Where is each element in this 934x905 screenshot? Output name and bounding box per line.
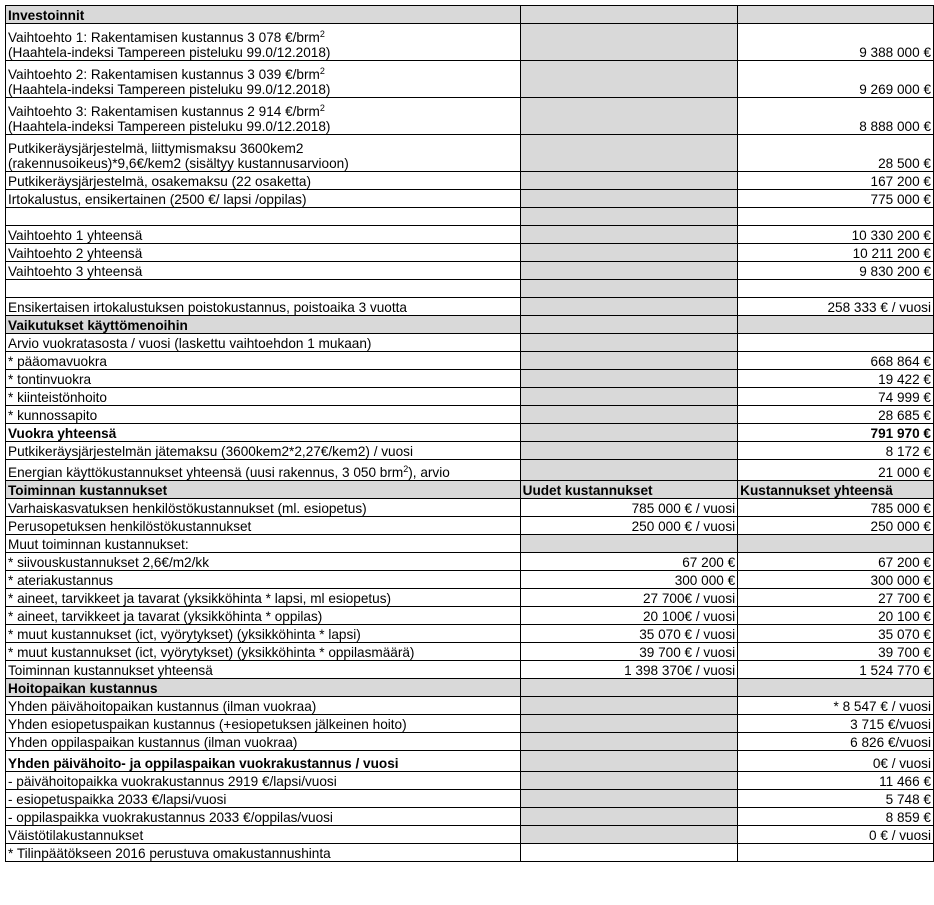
total-costs-cell: 9 269 000 € (738, 61, 934, 98)
table-row (6, 808, 934, 826)
table-row (6, 697, 934, 715)
description-cell: * kiinteistönhoito (6, 388, 521, 406)
superscript: 2 (319, 66, 325, 76)
table-row (6, 571, 934, 589)
total-costs-cell: 775 000 € (738, 190, 934, 208)
table-row (6, 316, 934, 334)
new-costs-cell (520, 352, 738, 370)
total-costs-cell: 10 330 200 € (738, 226, 934, 244)
new-costs-cell: Uudet kustannukset (520, 481, 738, 499)
description-text: Putkikeräysjärjestelmä, liittymismaksu 3600kem2 (8, 141, 304, 156)
description-text: Vaihtoehto 1: Rakentamisen kustannus 3 078 €/brm (8, 30, 320, 45)
table-row (6, 442, 934, 460)
table-row (6, 244, 934, 262)
description-cell: * pääomavuokra (6, 352, 521, 370)
table-row (6, 679, 934, 697)
description-line (8, 30, 518, 45)
table-row (6, 733, 934, 751)
new-costs-cell: 20 100€ / vuosi (520, 607, 738, 625)
table-row (6, 98, 934, 135)
new-costs-cell: 250 000 € / vuosi (520, 517, 738, 535)
total-costs-cell: 10 211 200 € (738, 244, 934, 262)
table-row (6, 334, 934, 352)
total-costs-cell: 791 970 € (738, 424, 934, 442)
description-text: Vaihtoehto 2: Rakentamisen kustannus 3 039 €/brm (8, 67, 320, 82)
total-costs-cell (738, 535, 934, 553)
description-cell (6, 460, 521, 481)
description-line: (rakennusoikeus)*9,6€/kem2 (sisältyy kustannusarvioon) (8, 156, 349, 171)
total-costs-cell (738, 280, 934, 298)
new-costs-cell (520, 772, 738, 790)
description-cell: Investoinnit (6, 6, 521, 24)
new-costs-cell: 39 700 € / vuosi (520, 643, 738, 661)
new-costs-cell (520, 135, 738, 172)
new-costs-cell (520, 808, 738, 826)
description-cell: Arvio vuokratasosta / vuosi (laskettu vaihtoehdon 1 mukaan) (6, 334, 521, 352)
new-costs-cell (520, 24, 738, 61)
total-costs-cell (738, 316, 934, 334)
total-costs-cell: 35 070 € (738, 625, 934, 643)
table-row (6, 844, 934, 862)
table-row (6, 499, 934, 517)
new-costs-cell (520, 826, 738, 844)
description-cell: Yhden päivähoitopaikan kustannus (ilman vuokraa) (6, 697, 521, 715)
table-row (6, 826, 934, 844)
description-cell: Väistötilakustannukset (6, 826, 521, 844)
description-cell: Vaihtoehto 1 yhteensä (6, 226, 521, 244)
description-text: ), arvio (408, 465, 450, 480)
total-costs-cell: 8 888 000 € (738, 98, 934, 135)
table-row (6, 424, 934, 442)
description-line: (Haahtela-indeksi Tampereen pisteluku 99.0/12.2018) (8, 45, 331, 60)
table-row (6, 751, 934, 772)
description-cell: * aineet, tarvikkeet ja tavarat (yksikköhinta * lapsi, ml esiopetus) (6, 589, 521, 607)
description-cell: * siivouskustannukset 2,6€/m2/kk (6, 553, 521, 571)
description-cell: Putkikeräysjärjestelmän jätemaksu (3600kem2*2,27€/kem2) / vuosi (6, 442, 521, 460)
table-row (6, 715, 934, 733)
total-costs-cell: 6 826 €/vuosi (738, 733, 934, 751)
table-row (6, 190, 934, 208)
table-row (6, 370, 934, 388)
table-row (6, 589, 934, 607)
description-cell: Putkikeräysjärjestelmä, osakemaksu (22 osaketta) (6, 172, 521, 190)
total-costs-cell: 258 333 € / vuosi (738, 298, 934, 316)
description-cell: Irtokalustus, ensikertainen (2500 €/ lapsi /oppilas) (6, 190, 521, 208)
table-row (6, 790, 934, 808)
new-costs-cell (520, 280, 738, 298)
description-cell (6, 24, 521, 61)
total-costs-cell: 39 700 € (738, 643, 934, 661)
new-costs-cell (520, 844, 738, 862)
table-row (6, 352, 934, 370)
total-costs-cell: 21 000 € (738, 460, 934, 481)
description-cell: Hoitopaikan kustannus (6, 679, 521, 697)
new-costs-cell (520, 172, 738, 190)
new-costs-cell (520, 679, 738, 697)
new-costs-cell (520, 790, 738, 808)
new-costs-cell (520, 244, 738, 262)
description-cell: * aineet, tarvikkeet ja tavarat (yksikköhinta * oppilas) (6, 607, 521, 625)
table-row (6, 24, 934, 61)
description-cell (6, 61, 521, 98)
total-costs-cell: * 8 547 € / vuosi (738, 697, 934, 715)
table-row (6, 481, 934, 499)
total-costs-cell: 0 € / vuosi (738, 826, 934, 844)
table-row (6, 6, 934, 24)
new-costs-cell (520, 298, 738, 316)
table-row (6, 517, 934, 535)
table-row (6, 553, 934, 571)
cost-table (5, 5, 934, 862)
total-costs-cell (738, 844, 934, 862)
total-costs-cell: 668 864 € (738, 352, 934, 370)
total-costs-cell: 785 000 € (738, 499, 934, 517)
description-cell: Toiminnan kustannukset (6, 481, 521, 499)
new-costs-cell (520, 715, 738, 733)
new-costs-cell: 785 000 € / vuosi (520, 499, 738, 517)
description-cell: * tontinvuokra (6, 370, 521, 388)
description-cell: Vaihtoehto 2 yhteensä (6, 244, 521, 262)
table-row (6, 262, 934, 280)
description-cell: - oppilaspaikka vuokrakustannus 2033 €/oppilas/vuosi (6, 808, 521, 826)
description-cell: * muut kustannukset (ict, vyörytykset) (yksikköhinta * oppilasmäärä) (6, 643, 521, 661)
description-text: Vaihtoehto 3: Rakentamisen kustannus 2 914 €/brm (8, 104, 320, 119)
description-cell: Vaihtoehto 3 yhteensä (6, 262, 521, 280)
superscript: 2 (403, 464, 409, 474)
new-costs-cell (520, 442, 738, 460)
table-row (6, 61, 934, 98)
total-costs-cell (738, 679, 934, 697)
new-costs-cell (520, 460, 738, 481)
table-row (6, 298, 934, 316)
table-row (6, 535, 934, 553)
total-costs-cell: 9 830 200 € (738, 262, 934, 280)
superscript: 2 (319, 103, 325, 113)
total-costs-cell: 20 100 € (738, 607, 934, 625)
total-costs-cell: 0€ / vuosi (738, 751, 934, 772)
total-costs-cell: 8 172 € (738, 442, 934, 460)
description-line (8, 104, 518, 119)
total-costs-cell: 28 500 € (738, 135, 934, 172)
description-cell: Perusopetuksen henkilöstökustannukset (6, 517, 521, 535)
total-costs-cell: 28 685 € (738, 406, 934, 424)
new-costs-cell (520, 370, 738, 388)
description-cell: Yhden päivähoito- ja oppilaspaikan vuokrakustannus / vuosi (6, 751, 521, 772)
total-costs-cell (738, 208, 934, 226)
table-row (6, 280, 934, 298)
total-costs-cell: 300 000 € (738, 571, 934, 589)
new-costs-cell: 67 200 € (520, 553, 738, 571)
table-row (6, 607, 934, 625)
description-line: (Haahtela-indeksi Tampereen pisteluku 99.0/12.2018) (8, 119, 331, 134)
new-costs-cell (520, 388, 738, 406)
table-row (6, 643, 934, 661)
new-costs-cell (520, 226, 738, 244)
description-cell: * Tilinpäätökseen 2016 perustuva omakustannushinta (6, 844, 521, 862)
description-cell: Muut toiminnan kustannukset: (6, 535, 521, 553)
description-cell: Varhaiskasvatuksen henkilöstökustannukset (ml. esiopetus) (6, 499, 521, 517)
table-row (6, 226, 934, 244)
new-costs-cell (520, 208, 738, 226)
total-costs-cell: 67 200 € (738, 553, 934, 571)
description-text: Energian käyttökustannukset yhteensä (uusi rakennus, 3 050 brm (8, 465, 404, 480)
description-line (8, 141, 518, 156)
table-row (6, 772, 934, 790)
table-row (6, 208, 934, 226)
new-costs-cell: 27 700€ / vuosi (520, 589, 738, 607)
new-costs-cell (520, 535, 738, 553)
total-costs-cell: 27 700 € (738, 589, 934, 607)
description-cell: Vaikutukset käyttömenoihin (6, 316, 521, 334)
total-costs-cell: 74 999 € (738, 388, 934, 406)
table-row (6, 388, 934, 406)
description-cell: Yhden esiopetuspaikan kustannus (+esiopetuksen jälkeinen hoito) (6, 715, 521, 733)
cost-table-body (6, 6, 934, 862)
total-costs-cell: 8 859 € (738, 808, 934, 826)
table-row (6, 135, 934, 172)
total-costs-cell: 250 000 € (738, 517, 934, 535)
description-cell: Ensikertaisen irtokalustuksen poistokustannus, poistoaika 3 vuotta (6, 298, 521, 316)
total-costs-cell (738, 334, 934, 352)
new-costs-cell (520, 6, 738, 24)
superscript: 2 (319, 29, 325, 39)
new-costs-cell (520, 751, 738, 772)
description-cell: - esiopetuspaikka 2033 €/lapsi/vuosi (6, 790, 521, 808)
total-costs-cell: 1 524 770 € (738, 661, 934, 679)
new-costs-cell (520, 334, 738, 352)
description-cell (6, 98, 521, 135)
new-costs-cell (520, 733, 738, 751)
new-costs-cell (520, 316, 738, 334)
description-cell (6, 208, 521, 226)
new-costs-cell (520, 697, 738, 715)
new-costs-cell (520, 424, 738, 442)
total-costs-cell: 9 388 000 € (738, 24, 934, 61)
total-costs-cell: 3 715 €/vuosi (738, 715, 934, 733)
new-costs-cell (520, 406, 738, 424)
total-costs-cell: Kustannukset yhteensä (738, 481, 934, 499)
table-row (6, 625, 934, 643)
description-line (8, 465, 518, 480)
total-costs-cell: 11 466 € (738, 772, 934, 790)
new-costs-cell (520, 98, 738, 135)
description-cell: - päivähoitopaikka vuokrakustannus 2919 €/lapsi/vuosi (6, 772, 521, 790)
description-cell: Yhden oppilaspaikan kustannus (ilman vuokraa) (6, 733, 521, 751)
total-costs-cell: 19 422 € (738, 370, 934, 388)
new-costs-cell (520, 262, 738, 280)
total-costs-cell (738, 6, 934, 24)
description-line: (Haahtela-indeksi Tampereen pisteluku 99.0/12.2018) (8, 82, 331, 97)
description-cell: * ateriakustannus (6, 571, 521, 589)
table-row (6, 172, 934, 190)
description-cell: * kunnossapito (6, 406, 521, 424)
table-row (6, 406, 934, 424)
description-cell: * muut kustannukset (ict, vyörytykset) (yksikköhinta * lapsi) (6, 625, 521, 643)
table-row (6, 661, 934, 679)
description-cell (6, 135, 521, 172)
new-costs-cell: 35 070 € / vuosi (520, 625, 738, 643)
description-cell (6, 280, 521, 298)
total-costs-cell: 167 200 € (738, 172, 934, 190)
description-cell: Vuokra yhteensä (6, 424, 521, 442)
new-costs-cell: 300 000 € (520, 571, 738, 589)
table-row (6, 460, 934, 481)
new-costs-cell (520, 61, 738, 98)
description-line (8, 67, 518, 82)
new-costs-cell (520, 190, 738, 208)
total-costs-cell: 5 748 € (738, 790, 934, 808)
description-cell: Toiminnan kustannukset yhteensä (6, 661, 521, 679)
new-costs-cell: 1 398 370€ / vuosi (520, 661, 738, 679)
